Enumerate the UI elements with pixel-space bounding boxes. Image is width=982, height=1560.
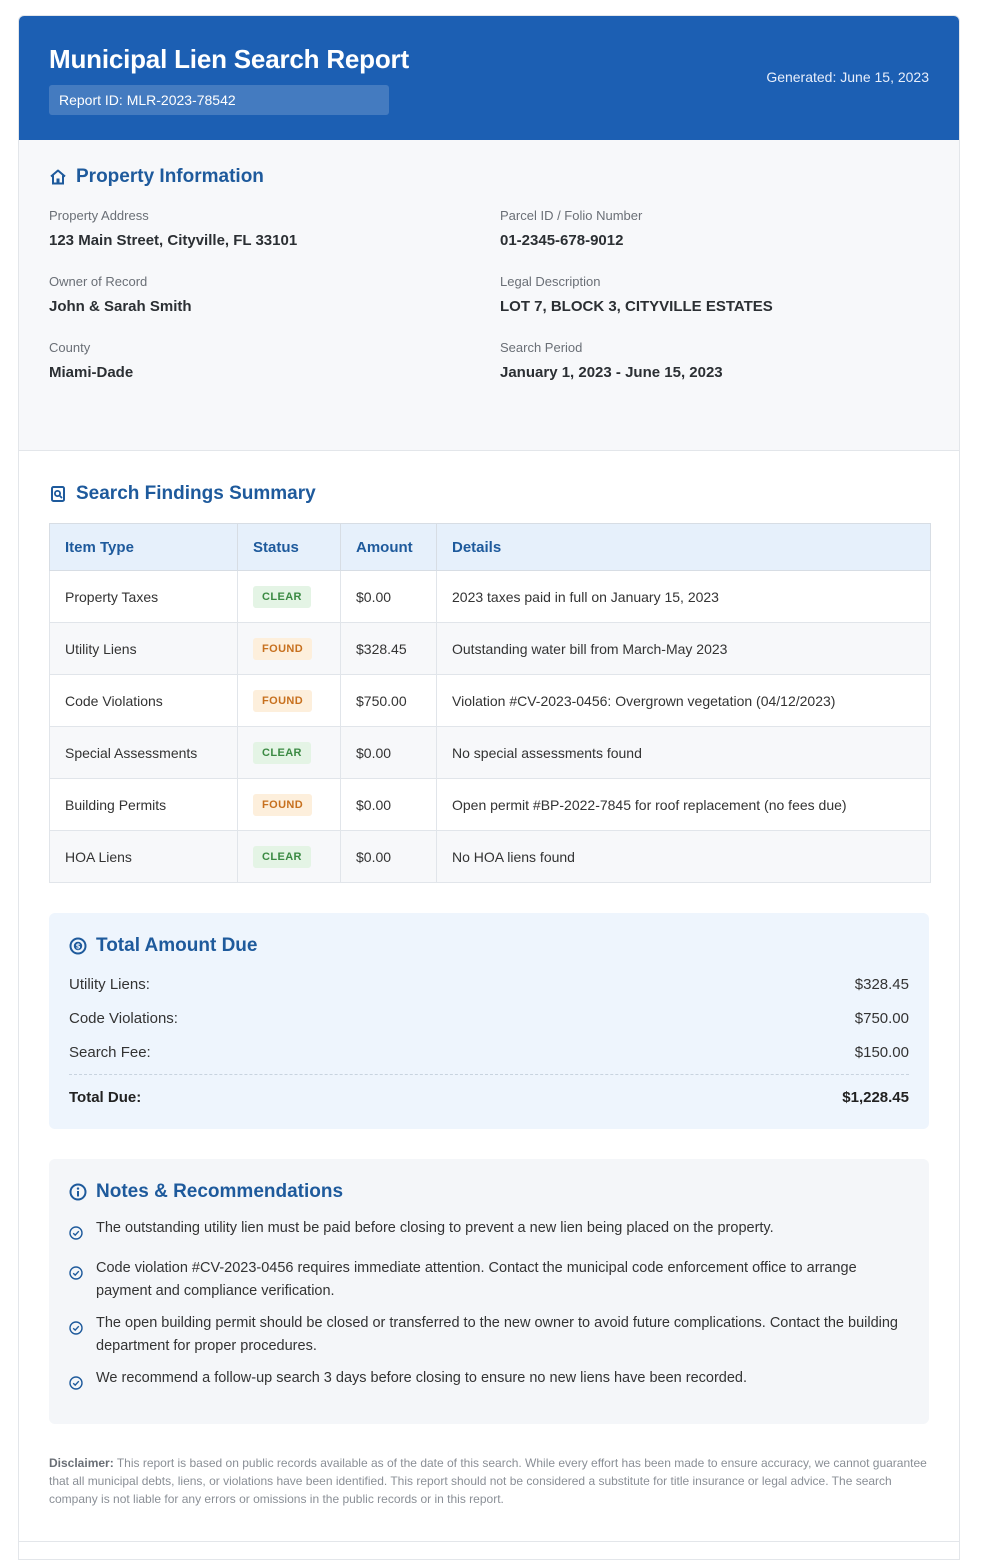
property-field <box>49 208 500 249</box>
property-title-text: Property Information <box>76 166 264 187</box>
item-details: No special assessments found <box>437 727 931 779</box>
total-title-text: Total Amount Due <box>96 935 258 956</box>
total-due-section <box>49 913 929 1129</box>
generated-date: Generated: June 15, 2023 <box>766 69 929 85</box>
svg-text:$: $ <box>75 942 81 951</box>
table-row <box>50 727 931 779</box>
findings-title-text: Search Findings Summary <box>76 483 316 504</box>
field-value: January 1, 2023 - June 15, 2023 <box>500 364 723 381</box>
item-amount: $0.00 <box>341 571 437 623</box>
line-label: Search Fee: <box>69 1043 151 1061</box>
report-title: Municipal Lien Search Report <box>49 44 409 74</box>
notes-section <box>49 1159 929 1424</box>
property-field <box>500 208 930 249</box>
report-header <box>19 16 959 140</box>
line-label: Utility Liens: <box>69 975 150 993</box>
check-circle-icon <box>69 1265 87 1303</box>
footer-divider <box>19 1541 959 1542</box>
disclaimer-text: This report is based on public records available as of the date of this search. While every effort has been made to ensure accuracy, we cannot guarantee that all municipal debts, liens, or violations have been identified. This report should not be considered a substitute for title insurance or legal advice. The search company is not liable for any errors or omissions in the public records or in this report. <box>49 1456 927 1506</box>
total-due-value: $1,228.45 <box>842 1089 909 1106</box>
lien-report <box>18 15 960 1560</box>
item-amount: $0.00 <box>341 831 437 883</box>
column-header: Item Type <box>50 524 238 571</box>
note-text: The open building permit should be closed or transferred to the new owner to avoid future complications. Contact the building department for proper procedures. <box>96 1315 898 1354</box>
table-row <box>50 675 931 727</box>
field-value: LOT 7, BLOCK 3, CITYVILLE ESTATES <box>500 298 773 315</box>
findings-section <box>19 451 959 883</box>
field-label: County <box>49 340 91 355</box>
field-value: John & Sarah Smith <box>49 298 192 315</box>
notes-section-title <box>69 1181 909 1203</box>
item-details: 2023 taxes paid in full on January 15, 2023 <box>437 571 931 623</box>
field-value: Miami-Dade <box>49 364 134 381</box>
total-line-item <box>69 1035 909 1069</box>
findings-table <box>49 523 931 883</box>
field-value: 01-2345-678-9012 <box>500 232 624 249</box>
check-circle-icon <box>69 1225 87 1248</box>
item-type: Building Permits <box>50 779 238 831</box>
total-line-item <box>69 1001 909 1035</box>
column-header: Status <box>238 524 341 571</box>
disclaimer <box>49 1454 929 1508</box>
status-badge: FOUND <box>253 638 312 660</box>
table-header-row <box>50 524 931 571</box>
property-section <box>19 140 959 451</box>
item-amount: $0.00 <box>341 779 437 831</box>
status-badge: FOUND <box>253 794 312 816</box>
check-circle-icon <box>69 1320 87 1358</box>
table-row <box>50 779 931 831</box>
info-circle-icon <box>69 1183 87 1201</box>
list-item <box>69 1257 909 1303</box>
findings-section-title <box>49 483 929 505</box>
search-document-icon <box>49 485 67 503</box>
total-section-title <box>69 935 909 957</box>
property-grid <box>49 208 929 381</box>
notes-list <box>69 1217 909 1398</box>
total-line-item <box>69 967 909 1001</box>
property-field <box>49 274 500 315</box>
status-badge: FOUND <box>253 690 312 712</box>
field-value: 123 Main Street, Cityville, FL 33101 <box>49 232 298 249</box>
field-label: Parcel ID / Folio Number <box>500 208 643 223</box>
note-text: We recommend a follow-up search 3 days before closing to ensure no new liens have been recorded. <box>96 1370 747 1386</box>
item-type: Special Assessments <box>50 727 238 779</box>
item-details: No HOA liens found <box>437 831 931 883</box>
status-badge: CLEAR <box>253 742 311 764</box>
field-label: Property Address <box>49 208 149 223</box>
item-type: Property Taxes <box>50 571 238 623</box>
line-value: $150.00 <box>854 1043 909 1061</box>
list-item <box>69 1367 909 1398</box>
property-field <box>500 340 930 381</box>
item-details: Violation #CV-2023-0456: Overgrown vegetation (04/12/2023) <box>437 675 931 727</box>
table-row <box>50 623 931 675</box>
disclaimer-label: Disclaimer: <box>49 1456 114 1470</box>
total-due-row <box>69 1074 909 1114</box>
field-label: Legal Description <box>500 274 601 289</box>
column-header: Amount <box>341 524 437 571</box>
home-icon <box>49 168 67 186</box>
dollar-circle-icon <box>69 937 87 955</box>
item-details: Outstanding water bill from March-May 2023 <box>437 623 931 675</box>
property-field <box>49 340 500 381</box>
list-item <box>69 1217 909 1248</box>
note-text: The outstanding utility lien must be paid before closing to prevent a new lien being placed on the property. <box>96 1220 774 1236</box>
field-label: Owner of Record <box>49 274 148 289</box>
item-amount: $0.00 <box>341 727 437 779</box>
line-label: Code Violations: <box>69 1009 178 1027</box>
list-item <box>69 1312 909 1358</box>
item-type: Code Violations <box>50 675 238 727</box>
total-due-label: Total Due: <box>69 1089 142 1106</box>
property-field <box>500 274 930 315</box>
field-label: Search Period <box>500 340 583 355</box>
note-text: Code violation #CV-2023-0456 requires immediate attention. Contact the municipal code enforcement office to arrange payment and compliance verification. <box>96 1260 857 1299</box>
column-header: Details <box>437 524 931 571</box>
table-row <box>50 571 931 623</box>
report-id-badge: Report ID: MLR-2023-78542 <box>49 85 389 115</box>
item-amount: $328.45 <box>341 623 437 675</box>
total-breakdown <box>69 967 909 1069</box>
item-amount: $750.00 <box>341 675 437 727</box>
status-badge: CLEAR <box>253 846 311 868</box>
line-value: $328.45 <box>854 975 909 993</box>
item-type: HOA Liens <box>50 831 238 883</box>
item-type: Utility Liens <box>50 623 238 675</box>
notes-title-text: Notes & Recommendations <box>96 1181 344 1202</box>
table-row <box>50 831 931 883</box>
line-value: $750.00 <box>854 1009 909 1027</box>
property-section-title <box>49 166 929 188</box>
item-details: Open permit #BP-2022-7845 for roof replacement (no fees due) <box>437 779 931 831</box>
check-circle-icon <box>69 1375 87 1398</box>
status-badge: CLEAR <box>253 586 311 608</box>
